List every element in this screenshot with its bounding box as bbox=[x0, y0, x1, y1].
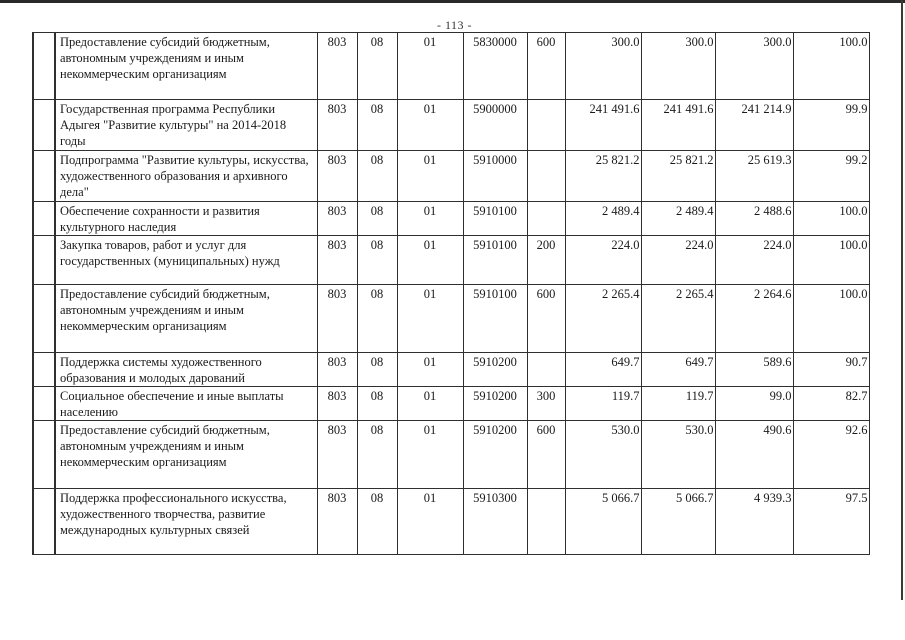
approved-amount: 224.0 bbox=[565, 236, 641, 285]
approved-amount: 300.0 bbox=[565, 33, 641, 100]
execution-percent: 92.6 bbox=[793, 421, 869, 489]
expense-type-code bbox=[527, 489, 565, 555]
refined-amount: 5 066.7 bbox=[641, 489, 715, 555]
section-code: 08 bbox=[357, 236, 397, 285]
row-gutter bbox=[33, 100, 55, 151]
target-code: 5910100 bbox=[463, 236, 527, 285]
execution-percent: 100.0 bbox=[793, 202, 869, 236]
row-gutter bbox=[33, 151, 55, 202]
approved-amount: 2 265.4 bbox=[565, 285, 641, 353]
table-row bbox=[33, 100, 869, 151]
execution-percent: 82.7 bbox=[793, 387, 869, 421]
approved-amount: 25 821.2 bbox=[565, 151, 641, 202]
execution-percent: 97.5 bbox=[793, 489, 869, 555]
section-code: 08 bbox=[357, 151, 397, 202]
expense-type-code: 300 bbox=[527, 387, 565, 421]
section-code: 08 bbox=[357, 489, 397, 555]
ministry-code: 803 bbox=[317, 285, 357, 353]
executed-amount: 99.0 bbox=[715, 387, 793, 421]
row-name: Обеспечение сохранности и развития культурного наследия bbox=[55, 202, 317, 236]
executed-amount: 300.0 bbox=[715, 33, 793, 100]
expense-type-code bbox=[527, 202, 565, 236]
ministry-code: 803 bbox=[317, 387, 357, 421]
table-row bbox=[33, 353, 869, 387]
row-name: Социальное обеспечение и иные выплаты населению bbox=[55, 387, 317, 421]
expense-type-code bbox=[527, 100, 565, 151]
top-border-rule bbox=[0, 0, 905, 3]
ministry-code: 803 bbox=[317, 421, 357, 489]
subsection-code: 01 bbox=[397, 353, 463, 387]
row-name: Закупка товаров, работ и услуг для государственных (муниципальных) нужд bbox=[55, 236, 317, 285]
ministry-code: 803 bbox=[317, 202, 357, 236]
ministry-code: 803 bbox=[317, 353, 357, 387]
expense-type-code: 600 bbox=[527, 33, 565, 100]
section-code: 08 bbox=[357, 421, 397, 489]
refined-amount: 241 491.6 bbox=[641, 100, 715, 151]
target-code: 5910200 bbox=[463, 353, 527, 387]
row-name: Предоставление субсидий бюджетным, автономным учреждениям и иным некоммерческим организациям bbox=[55, 285, 317, 353]
table-row bbox=[33, 421, 869, 489]
row-name: Предоставление субсидий бюджетным, автономным учреждениям и иным некоммерческим организациям bbox=[55, 33, 317, 100]
ministry-code: 803 bbox=[317, 33, 357, 100]
expense-type-code: 600 bbox=[527, 421, 565, 489]
executed-amount: 241 214.9 bbox=[715, 100, 793, 151]
table-row bbox=[33, 387, 869, 421]
executed-amount: 2 488.6 bbox=[715, 202, 793, 236]
subsection-code: 01 bbox=[397, 421, 463, 489]
approved-amount: 2 489.4 bbox=[565, 202, 641, 236]
table-row bbox=[33, 151, 869, 202]
subsection-code: 01 bbox=[397, 285, 463, 353]
subsection-code: 01 bbox=[397, 387, 463, 421]
subsection-code: 01 bbox=[397, 236, 463, 285]
subsection-code: 01 bbox=[397, 33, 463, 100]
executed-amount: 2 264.6 bbox=[715, 285, 793, 353]
section-code: 08 bbox=[357, 353, 397, 387]
row-gutter bbox=[33, 285, 55, 353]
refined-amount: 649.7 bbox=[641, 353, 715, 387]
row-gutter bbox=[33, 421, 55, 489]
execution-percent: 100.0 bbox=[793, 285, 869, 353]
table-row bbox=[33, 33, 869, 100]
refined-amount: 224.0 bbox=[641, 236, 715, 285]
subsection-code: 01 bbox=[397, 151, 463, 202]
approved-amount: 649.7 bbox=[565, 353, 641, 387]
table-row bbox=[33, 202, 869, 236]
refined-amount: 2 489.4 bbox=[641, 202, 715, 236]
row-gutter bbox=[33, 387, 55, 421]
target-code: 5910000 bbox=[463, 151, 527, 202]
approved-amount: 241 491.6 bbox=[565, 100, 641, 151]
execution-percent: 100.0 bbox=[793, 236, 869, 285]
table-row bbox=[33, 285, 869, 353]
expense-type-code: 200 bbox=[527, 236, 565, 285]
execution-percent: 100.0 bbox=[793, 33, 869, 100]
executed-amount: 224.0 bbox=[715, 236, 793, 285]
expense-type-code bbox=[527, 151, 565, 202]
section-code: 08 bbox=[357, 100, 397, 151]
refined-amount: 300.0 bbox=[641, 33, 715, 100]
approved-amount: 530.0 bbox=[565, 421, 641, 489]
ministry-code: 803 bbox=[317, 236, 357, 285]
target-code: 5910200 bbox=[463, 387, 527, 421]
row-gutter bbox=[33, 236, 55, 285]
subsection-code: 01 bbox=[397, 489, 463, 555]
row-name: Поддержка системы художественного образования и молодых дарований bbox=[55, 353, 317, 387]
budget-table bbox=[32, 32, 870, 555]
page-number: - 113 - bbox=[437, 18, 473, 32]
target-code: 5830000 bbox=[463, 33, 527, 100]
row-gutter bbox=[33, 33, 55, 100]
table-row bbox=[33, 236, 869, 285]
section-code: 08 bbox=[357, 387, 397, 421]
section-code: 08 bbox=[357, 285, 397, 353]
row-gutter bbox=[33, 202, 55, 236]
target-code: 5910300 bbox=[463, 489, 527, 555]
approved-amount: 119.7 bbox=[565, 387, 641, 421]
table-row bbox=[33, 489, 869, 555]
approved-amount: 5 066.7 bbox=[565, 489, 641, 555]
target-code: 5910200 bbox=[463, 421, 527, 489]
expense-type-code: 600 bbox=[527, 285, 565, 353]
row-name: Поддержка профессионального искусства, художественного творчества, развитие международных культурных связей bbox=[55, 489, 317, 555]
row-name: Предоставление субсидий бюджетным, автономным учреждениям и иным некоммерческим организациям bbox=[55, 421, 317, 489]
row-name: Подпрограмма "Развитие культуры, искусства, художественного образования и архивного дела" bbox=[55, 151, 317, 202]
executed-amount: 490.6 bbox=[715, 421, 793, 489]
target-code: 5900000 bbox=[463, 100, 527, 151]
refined-amount: 25 821.2 bbox=[641, 151, 715, 202]
right-border-rule bbox=[901, 0, 903, 600]
executed-amount: 4 939.3 bbox=[715, 489, 793, 555]
execution-percent: 99.9 bbox=[793, 100, 869, 151]
refined-amount: 119.7 bbox=[641, 387, 715, 421]
subsection-code: 01 bbox=[397, 202, 463, 236]
ministry-code: 803 bbox=[317, 489, 357, 555]
ministry-code: 803 bbox=[317, 151, 357, 202]
executed-amount: 25 619.3 bbox=[715, 151, 793, 202]
section-code: 08 bbox=[357, 202, 397, 236]
row-name: Государственная программа Республики Адыгея "Развитие культуры" на 2014-2018 годы bbox=[55, 100, 317, 151]
execution-percent: 90.7 bbox=[793, 353, 869, 387]
expense-type-code bbox=[527, 353, 565, 387]
subsection-code: 01 bbox=[397, 100, 463, 151]
section-code: 08 bbox=[357, 33, 397, 100]
execution-percent: 99.2 bbox=[793, 151, 869, 202]
ministry-code: 803 bbox=[317, 100, 357, 151]
refined-amount: 2 265.4 bbox=[641, 285, 715, 353]
target-code: 5910100 bbox=[463, 285, 527, 353]
row-gutter bbox=[33, 489, 55, 555]
row-gutter bbox=[33, 353, 55, 387]
refined-amount: 530.0 bbox=[641, 421, 715, 489]
executed-amount: 589.6 bbox=[715, 353, 793, 387]
target-code: 5910100 bbox=[463, 202, 527, 236]
